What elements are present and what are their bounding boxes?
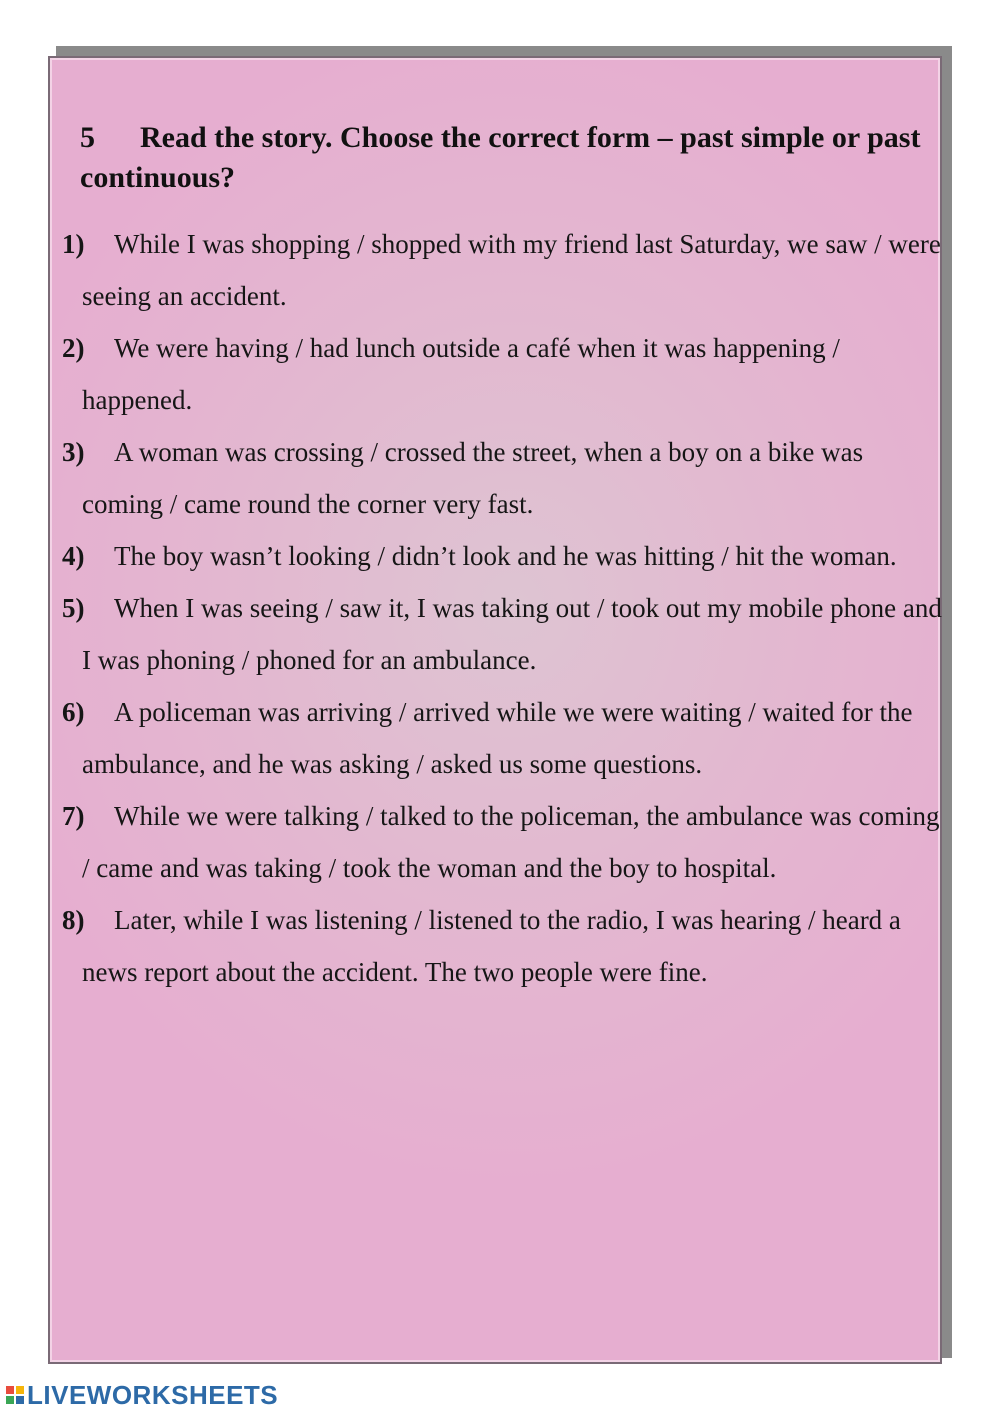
exercise-item-8 (62, 894, 942, 998)
item-number: 7) (62, 801, 85, 831)
logo-square-icon (16, 1386, 24, 1394)
item-text: A woman was crossing / crossed the street, when a boy on a bike was coming / came round the corner very fast. (82, 437, 864, 519)
logo-mark-icon (6, 1386, 24, 1404)
item-text: The boy wasn’t looking / didn’t look and he was hitting / hit the woman. (114, 541, 897, 571)
item-text: A policeman was arriving / arrived while we were waiting / waited for the ambulance, and he was asking / asked us some questions. (82, 697, 913, 779)
exercise-number: 5 (80, 121, 95, 154)
logo-square-icon (16, 1396, 24, 1404)
item-text: When I was seeing / saw it, I was taking out / took out my mobile phone and I was phoning / phoned for an ambulance. (82, 593, 942, 675)
exercise-item-2 (62, 322, 942, 426)
exercise-item-1 (62, 218, 942, 322)
exercise-item-4 (62, 530, 942, 582)
exercise-item-7 (62, 790, 942, 894)
item-number: 2) (62, 333, 85, 363)
exercise-instruction: Read the story. Choose the correct form – past simple or past continuous? (80, 121, 921, 194)
item-number: 1) (62, 229, 85, 259)
liveworksheets-logo[interactable] (6, 1380, 278, 1410)
logo-square-icon (6, 1386, 14, 1394)
item-text: Later, while I was listening / listened to the radio, I was hearing / heard a news report about the accident. The two people were fine. (82, 905, 901, 987)
exercise-item-5 (62, 582, 942, 686)
item-text: We were having / had lunch outside a café when it was happening / happened. (82, 333, 840, 415)
logo-text: LIVEWORKSHEETS (27, 1379, 279, 1410)
item-number: 6) (62, 697, 85, 727)
logo-square-icon (6, 1396, 14, 1404)
item-number: 8) (62, 905, 85, 935)
item-number: 5) (62, 593, 85, 623)
item-text: While we were talking / talked to the policeman, the ambulance was coming / came and was taking / took the woman and the boy to hospital. (82, 801, 940, 883)
exercise-item-3 (62, 426, 942, 530)
item-number: 3) (62, 437, 85, 467)
exercise-title (80, 118, 930, 198)
exercise-item-6 (62, 686, 942, 790)
exercise-items (62, 218, 942, 998)
item-text: While I was shopping / shopped with my friend last Saturday, we saw / were seeing an accident. (82, 229, 941, 311)
item-number: 4) (62, 541, 85, 571)
